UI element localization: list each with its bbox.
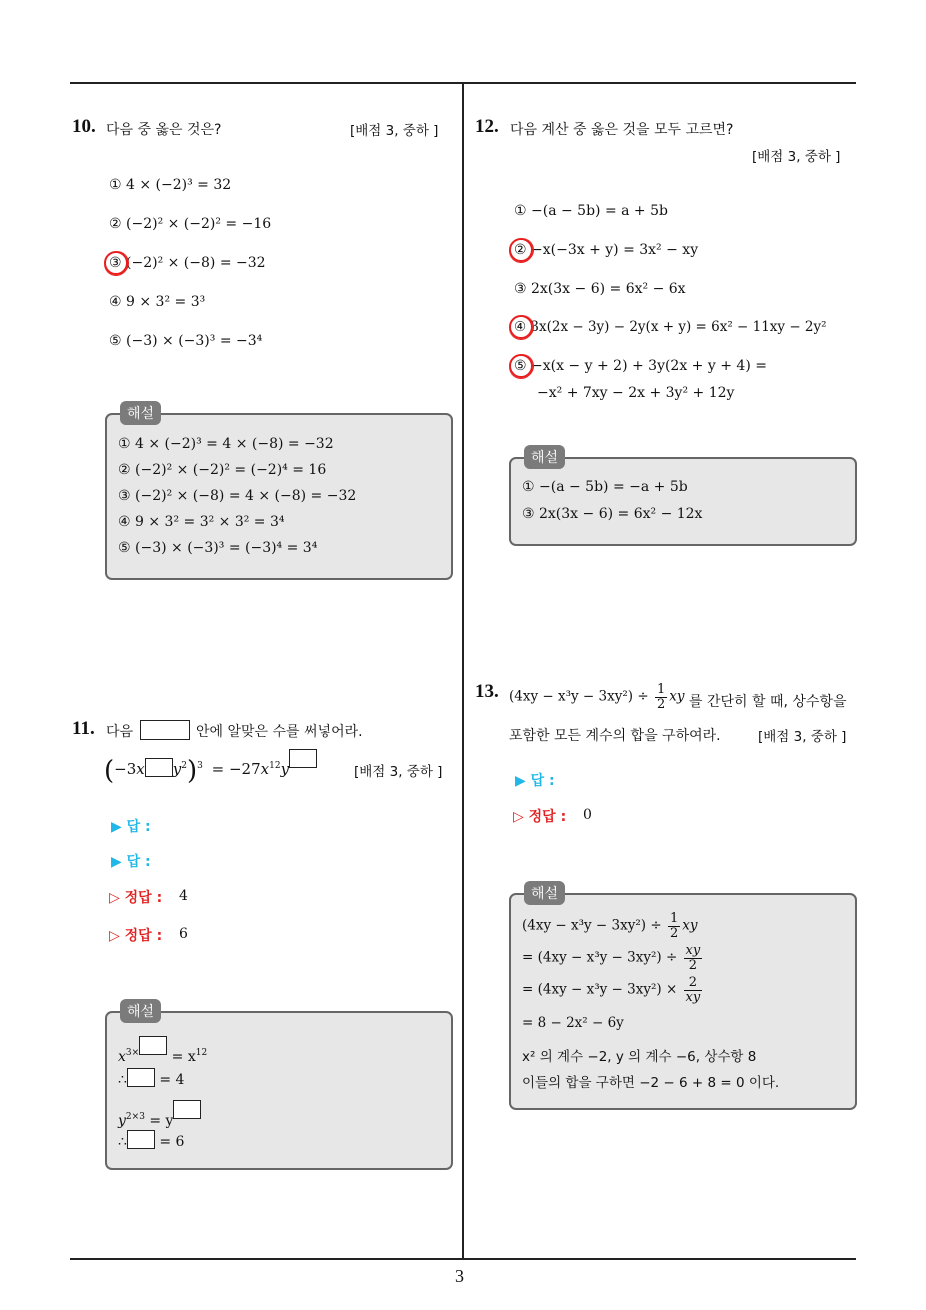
q11-blank-2[interactable] bbox=[289, 749, 317, 768]
q12-explanation-tag: 해설 bbox=[524, 445, 565, 469]
q11-correct-label-1: ▷ 정답 : bbox=[109, 890, 163, 906]
q13-correct-label: ▷ 정답 : bbox=[513, 809, 567, 825]
q12-meta: [배점 3, 중하 ] bbox=[752, 149, 841, 165]
q11-expl-line-2: ∴ = 4 bbox=[118, 1068, 184, 1088]
q10-answer-circle-mark bbox=[104, 251, 128, 275]
q10-option-3[interactable]: ③ (−2)² × (−8) = −32 bbox=[109, 255, 266, 271]
q13-expl-line-2: = (4xy − x³y − 3xy²) ÷ $\frac{xy}{2}$ bbox=[522, 943, 701, 973]
q11-expl-line-1: $x^{3\times} = x^{12}$ bbox=[118, 1036, 207, 1065]
q11-number: 11. bbox=[72, 718, 95, 739]
q12-number: 12. bbox=[475, 116, 499, 137]
q12-answer-circle-mark-4 bbox=[509, 315, 533, 339]
q13-meta: [배점 3, 중하 ] bbox=[758, 729, 847, 745]
q12-option-4[interactable]: ④ 3x(2x − 3y) − 2y(x + y) = 6x² − 11xy − 2y² bbox=[514, 319, 827, 335]
q13-number: 13. bbox=[475, 681, 499, 702]
q13-expl-line-4: = 8 − 2x² − 6y bbox=[522, 1015, 624, 1031]
q12-answer-circle-mark-5 bbox=[509, 354, 533, 378]
q13-text-line2: 포함한 모든 계수의 합을 구하여라. bbox=[509, 728, 721, 744]
q13-expl-line-6: 이들의 합을 구하면 −2 − 6 + 8 = 0 이다. bbox=[522, 1075, 780, 1091]
q13-correct-value: 0 bbox=[583, 807, 592, 823]
q13-expression: (4xy − x³y − 3xy²) ÷ $\frac{1}{2}$ xy bbox=[509, 682, 685, 712]
q13-explanation-tag: 해설 bbox=[524, 881, 565, 905]
q11-explanation-tag: 해설 bbox=[120, 999, 161, 1023]
q11-text-before: 다음 bbox=[106, 724, 134, 740]
q13-expl-line-3: = (4xy − x³y − 3xy²) × $\frac{2}{xy}$ bbox=[522, 975, 701, 1005]
q13-fraction: $\frac{1}{2}$ bbox=[656, 682, 666, 712]
q11-answer-input-2[interactable]: ▶ 답 : bbox=[111, 854, 151, 870]
q12-explanation-box bbox=[509, 457, 857, 546]
q10-option-5[interactable]: ⑤ (−3) × (−3)³ = −3⁴ bbox=[109, 333, 263, 349]
q13-expl-line-1: (4xy − x³y − 3xy²) ÷ $\frac{1}{2}$ xy bbox=[522, 911, 698, 941]
q12-answer-circle-mark-2 bbox=[509, 238, 533, 262]
q11-blank-box bbox=[140, 720, 190, 740]
q11-expl-line-4: ∴ = 6 bbox=[118, 1130, 184, 1150]
q12-option-5[interactable]: ⑤ −x(x − y + 2) + 3y(2x + y + 4) = bbox=[514, 358, 767, 374]
bottom-rule bbox=[70, 1258, 856, 1260]
q11-answer-input-1[interactable]: ▶ 답 : bbox=[111, 819, 151, 835]
q12-option-5-continued: −x² + 7xy − 2x + 3y² + 12y bbox=[537, 385, 735, 401]
q11-correct-value-2: 6 bbox=[179, 926, 188, 942]
q11-text-after: 안에 알맞은 수를 써넣어라. bbox=[196, 724, 363, 740]
q12-expl-line-1: ① −(a − 5b) = −a + 5b bbox=[522, 479, 688, 495]
q13-expl-line-5: x² 의 계수 −2, y 의 계수 −6, 상수항 8 bbox=[522, 1049, 757, 1065]
q13-text-line1: 를 간단히 할 때, 상수항을 bbox=[689, 694, 847, 710]
q12-option-3[interactable]: ③ 2x(3x − 6) = 6x² − 6x bbox=[514, 281, 686, 297]
q10-number: 10. bbox=[72, 116, 96, 137]
page-number: 3 bbox=[455, 1266, 464, 1286]
q11-expl-line-3: $y^{2\times 3} = y$ bbox=[118, 1100, 201, 1129]
q11-equation: (−3x $y^2)^3 = -27x^{12}y$ bbox=[104, 749, 317, 786]
q12-text: 다음 계산 중 옳은 것을 모두 고르면? bbox=[510, 122, 734, 138]
q12-expl-line-2: ③ 2x(3x − 6) = 6x² − 12x bbox=[522, 506, 703, 522]
q12-option-2[interactable]: ② −x(−3x + y) = 3x² − xy bbox=[514, 242, 699, 258]
q10-option-1[interactable]: ① 4 × (−2)³ = 32 bbox=[109, 177, 232, 193]
q10-expl-line-2: ② (−2)² × (−2)² = (−2)⁴ = 16 bbox=[118, 462, 327, 478]
q13-answer-input[interactable]: ▶ 답 : bbox=[515, 773, 555, 789]
q10-expl-line-3: ③ (−2)² × (−8) = 4 × (−8) = −32 bbox=[118, 488, 357, 504]
q10-explanation-tag: 해설 bbox=[120, 401, 161, 425]
q11-blank-1[interactable] bbox=[145, 758, 173, 777]
q10-expl-line-5: ⑤ (−3) × (−3)³ = (−3)⁴ = 3⁴ bbox=[118, 540, 318, 556]
q12-option-1[interactable]: ① −(a − 5b) = a + 5b bbox=[514, 203, 668, 219]
column-divider bbox=[462, 83, 464, 1259]
q10-expl-line-4: ④ 9 × 3² = 3² × 3² = 3⁴ bbox=[118, 514, 285, 530]
q11-correct-label-2: ▷ 정답 : bbox=[109, 928, 163, 944]
q10-option-4[interactable]: ④ 9 × 3² = 3³ bbox=[109, 294, 206, 310]
q10-expl-line-1: ① 4 × (−2)³ = 4 × (−8) = −32 bbox=[118, 436, 334, 452]
q10-text: 다음 중 옳은 것은? bbox=[106, 122, 222, 138]
q10-option-2[interactable]: ② (−2)² × (−2)² = −16 bbox=[109, 216, 272, 232]
q11-correct-value-1: 4 bbox=[179, 888, 188, 904]
q11-meta: [배점 3, 중하 ] bbox=[354, 764, 443, 780]
q10-meta: [배점 3, 중하 ] bbox=[350, 123, 439, 139]
